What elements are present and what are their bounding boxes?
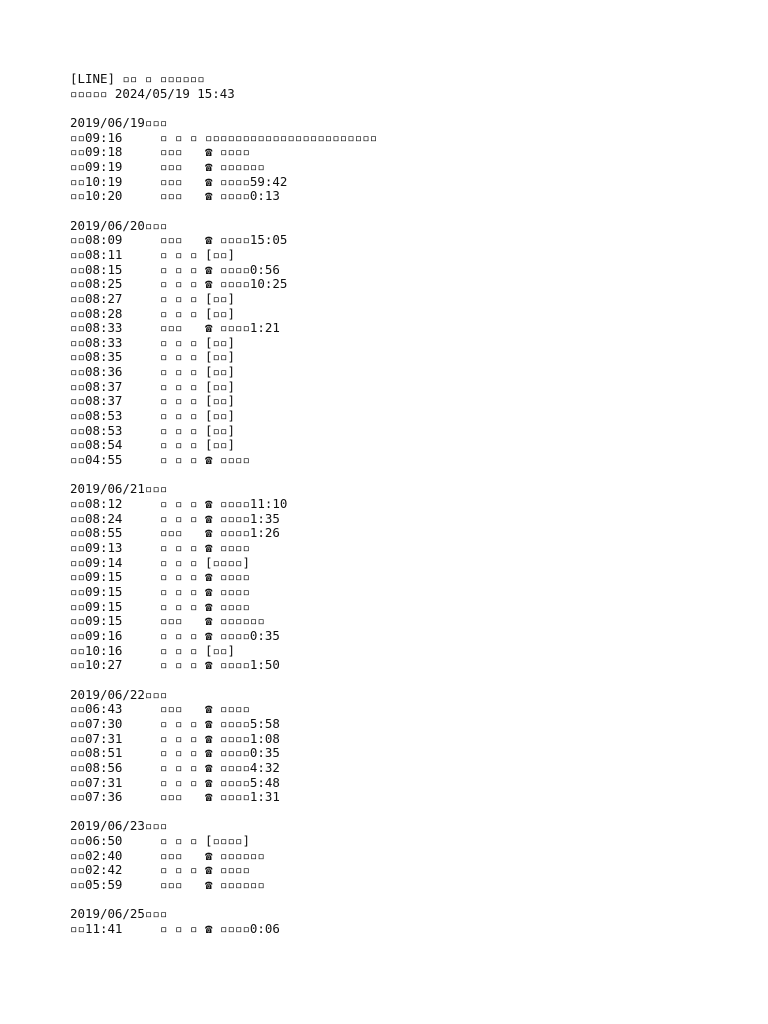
- message-text: ☎ ▫▫▫▫10:25: [205, 276, 288, 292]
- message-row: [70, 790, 750, 805]
- message-sender: ▫ ▫ ▫: [160, 437, 198, 453]
- message-sender: ▫ ▫ ▫: [160, 554, 198, 570]
- message-row: [70, 189, 750, 204]
- message-text: [▫▫]: [205, 642, 235, 658]
- message-sender: ▫ ▫ ▫: [160, 261, 198, 277]
- message-text: ☎ ▫▫▫▫0:35: [205, 745, 280, 761]
- message-row: [70, 878, 750, 893]
- message-sender: ▫ ▫ ▫: [160, 833, 198, 849]
- message-row: [70, 145, 750, 160]
- message-time: ▫▫10:19: [70, 173, 123, 189]
- message-time: ▫▫09:18: [70, 144, 123, 160]
- message-text: ☎ ▫▫▫▫0:06: [205, 921, 280, 937]
- message-row: [70, 629, 750, 644]
- message-text: ☎ ▫▫▫▫5:58: [205, 715, 280, 731]
- message-time: ▫▫07:31: [70, 774, 123, 790]
- message-text: [▫▫]: [205, 422, 235, 438]
- message-text: ☎ ▫▫▫▫0:35: [205, 627, 280, 643]
- message-row: [70, 614, 750, 629]
- message-time: ▫▫08:28: [70, 305, 123, 321]
- blank-line: [70, 101, 750, 116]
- message-sender: ▫ ▫ ▫: [160, 627, 198, 643]
- message-time: ▫▫07:30: [70, 715, 123, 731]
- message-sender: ▫ ▫ ▫: [160, 510, 198, 526]
- message-sender: ▫▫▫: [160, 144, 183, 160]
- message-time: ▫▫09:15: [70, 598, 123, 614]
- message-text: ☎ ▫▫▫▫: [205, 569, 250, 585]
- message-text: ☎ ▫▫▫▫4:32: [205, 759, 280, 775]
- message-sender: ▫▫▫: [160, 320, 183, 336]
- message-text: ☎ ▫▫▫▫1:50: [205, 657, 280, 673]
- message-sender: ▫▫▫: [160, 525, 183, 541]
- message-time: ▫▫11:41: [70, 921, 123, 937]
- message-row: [70, 160, 750, 175]
- day-section: [70, 688, 750, 820]
- message-text: ☎ ▫▫▫▫▫▫: [205, 847, 265, 863]
- message-row: [70, 277, 750, 292]
- message-row: [70, 453, 750, 468]
- message-row: [70, 409, 750, 424]
- message-sender: ▫ ▫ ▫: [160, 745, 198, 761]
- message-text: ☎ ▫▫▫▫▫▫: [205, 613, 265, 629]
- message-time: ▫▫08:33: [70, 334, 123, 350]
- message-time: ▫▫08:24: [70, 510, 123, 526]
- message-row: [70, 321, 750, 336]
- message-time: ▫▫08:11: [70, 246, 123, 262]
- message-row: [70, 834, 750, 849]
- message-row: [70, 175, 750, 190]
- day-section: [70, 819, 750, 907]
- message-sender: ▫ ▫ ▫: [160, 422, 198, 438]
- message-row: [70, 497, 750, 512]
- message-text: ☎ ▫▫▫▫: [205, 862, 250, 878]
- day-section: [70, 907, 750, 936]
- message-text: ☎ ▫▫▫▫0:56: [205, 261, 280, 277]
- message-time: ▫▫10:20: [70, 188, 123, 204]
- blank-line: [70, 204, 750, 219]
- message-sender: ▫ ▫ ▫: [160, 290, 198, 306]
- message-time: ▫▫08:36: [70, 364, 123, 380]
- message-sender: ▫▫▫: [160, 232, 183, 248]
- message-sender: ▫ ▫ ▫: [160, 452, 198, 468]
- day-date-header: 2019/06/20▫▫▫: [70, 217, 168, 233]
- message-time: ▫▫07:31: [70, 730, 123, 746]
- message-time: ▫▫08:56: [70, 759, 123, 775]
- message-sender: ▫ ▫ ▫: [160, 715, 198, 731]
- message-text: ☎ ▫▫▫▫: [205, 583, 250, 599]
- day-section: [70, 116, 750, 219]
- message-text: ☎ ▫▫▫▫1:31: [205, 789, 280, 805]
- message-time: ▫▫08:15: [70, 261, 123, 277]
- message-text: [▫▫▫▫]: [205, 554, 250, 570]
- message-sender: ▫▫▫: [160, 158, 183, 174]
- message-row: [70, 350, 750, 365]
- message-time: ▫▫09:15: [70, 613, 123, 629]
- message-row: [70, 746, 750, 761]
- message-time: ▫▫08:54: [70, 437, 123, 453]
- message-text: [▫▫]: [205, 378, 235, 394]
- message-text: ☎ ▫▫▫▫1:21: [205, 320, 280, 336]
- message-row: [70, 394, 750, 409]
- message-sender: ▫ ▫ ▫: [160, 759, 198, 775]
- message-row: [70, 849, 750, 864]
- message-sender: ▫▫▫: [160, 701, 183, 717]
- message-time: ▫▫08:37: [70, 378, 123, 394]
- message-sender: ▫ ▫ ▫: [160, 774, 198, 790]
- message-time: ▫▫09:15: [70, 569, 123, 585]
- message-row: [70, 541, 750, 556]
- message-row: [70, 336, 750, 351]
- message-row: [70, 292, 750, 307]
- message-sender: ▫▫▫: [160, 173, 183, 189]
- message-text: [▫▫]: [205, 305, 235, 321]
- message-time: ▫▫08:55: [70, 525, 123, 541]
- message-sender: ▫ ▫ ▫: [160, 364, 198, 380]
- message-time: ▫▫08:33: [70, 320, 123, 336]
- message-sender: ▫ ▫ ▫: [160, 393, 198, 409]
- message-sender: ▫ ▫ ▫: [160, 583, 198, 599]
- message-row: [70, 424, 750, 439]
- message-sender: ▫ ▫ ▫: [160, 657, 198, 673]
- day-date-header: 2019/06/23▫▫▫: [70, 818, 168, 834]
- message-text: [▫▫]: [205, 334, 235, 350]
- message-time: ▫▫08:51: [70, 745, 123, 761]
- chat-log-document: [70, 72, 750, 937]
- day-date-header: 2019/06/21▫▫▫: [70, 481, 168, 497]
- message-time: ▫▫09:19: [70, 158, 123, 174]
- message-text: [▫▫]: [205, 290, 235, 306]
- message-time: ▫▫07:36: [70, 789, 123, 805]
- message-row: [70, 585, 750, 600]
- message-sender: ▫▫▫: [160, 789, 183, 805]
- message-sender: ▫ ▫ ▫: [160, 334, 198, 350]
- message-sender: ▫ ▫ ▫: [160, 921, 198, 937]
- message-text: ☎ ▫▫▫▫0:13: [205, 188, 280, 204]
- message-row: [70, 248, 750, 263]
- export-title: [LINE] ▫▫ ▫ ▫▫▫▫▫▫: [70, 71, 205, 86]
- message-row: [70, 702, 750, 717]
- message-row: [70, 732, 750, 747]
- message-sender: ▫ ▫ ▫: [160, 598, 198, 614]
- message-text: ☎ ▫▫▫▫1:08: [205, 730, 280, 746]
- message-time: ▫▫06:50: [70, 833, 123, 849]
- message-sender: ▫ ▫ ▫: [160, 540, 198, 555]
- message-time: ▫▫09:15: [70, 583, 123, 599]
- message-time: ▫▫10:27: [70, 657, 123, 673]
- message-time: ▫▫09:16: [70, 129, 123, 145]
- message-time: ▫▫06:43: [70, 701, 123, 717]
- message-row: [70, 131, 750, 146]
- message-text: ☎ ▫▫▫▫▫▫: [205, 158, 265, 174]
- message-text: [▫▫▫▫]: [205, 833, 250, 849]
- message-text: ☎ ▫▫▫▫11:10: [205, 496, 288, 512]
- blank-line: [70, 805, 750, 820]
- message-sender: ▫▫▫: [160, 188, 183, 204]
- message-time: ▫▫09:13: [70, 540, 123, 555]
- message-sender: ▫▫▫: [160, 613, 183, 629]
- message-row: [70, 658, 750, 673]
- message-row: [70, 307, 750, 322]
- message-text: ☎ ▫▫▫▫59:42: [205, 173, 288, 189]
- message-row: [70, 526, 750, 541]
- message-sender: ▫ ▫ ▫: [160, 730, 198, 746]
- message-sender: ▫ ▫ ▫: [160, 276, 198, 292]
- message-row: [70, 600, 750, 615]
- message-time: ▫▫02:42: [70, 862, 123, 878]
- message-text: ☎ ▫▫▫▫: [205, 540, 250, 555]
- message-time: ▫▫08:37: [70, 393, 123, 409]
- message-time: ▫▫08:53: [70, 422, 123, 438]
- message-time: ▫▫10:16: [70, 642, 123, 658]
- message-text: ☎ ▫▫▫▫1:26: [205, 525, 280, 541]
- message-time: ▫▫08:27: [70, 290, 123, 306]
- message-time: ▫▫08:09: [70, 232, 123, 248]
- message-row: [70, 644, 750, 659]
- message-sender: ▫▫▫: [160, 847, 183, 863]
- message-text: ▫▫▫▫▫▫▫▫▫▫▫▫▫▫▫▫▫▫▫▫▫▫▫: [205, 129, 378, 145]
- day-date-header: 2019/06/19▫▫▫: [70, 114, 168, 130]
- day-date-header: 2019/06/25▫▫▫: [70, 906, 168, 922]
- message-row: [70, 556, 750, 571]
- day-section: [70, 219, 750, 483]
- message-time: ▫▫08:25: [70, 276, 123, 292]
- day-date-header: 2019/06/22▫▫▫: [70, 686, 168, 702]
- message-row: [70, 512, 750, 527]
- message-sender: ▫ ▫ ▫: [160, 862, 198, 878]
- message-text: [▫▫]: [205, 364, 235, 380]
- message-row: [70, 922, 750, 937]
- message-text: [▫▫]: [205, 408, 235, 424]
- message-time: ▫▫09:14: [70, 554, 123, 570]
- message-row: [70, 438, 750, 453]
- message-text: ☎ ▫▫▫▫15:05: [205, 232, 288, 248]
- message-time: ▫▫08:53: [70, 408, 123, 424]
- message-sender: ▫ ▫ ▫: [160, 408, 198, 424]
- message-text: ☎ ▫▫▫▫5:48: [205, 774, 280, 790]
- message-text: ☎ ▫▫▫▫▫▫: [205, 877, 265, 893]
- message-sender: ▫ ▫ ▫: [160, 305, 198, 321]
- blank-line: [70, 468, 750, 483]
- message-time: ▫▫04:55: [70, 452, 123, 468]
- day-list: [70, 116, 750, 937]
- message-time: ▫▫08:12: [70, 496, 123, 512]
- message-sender: ▫ ▫ ▫: [160, 378, 198, 394]
- message-text: ☎ ▫▫▫▫: [205, 598, 250, 614]
- saved-datetime: ▫▫▫▫▫ 2024/05/19 15:43: [70, 85, 235, 101]
- message-row: [70, 380, 750, 395]
- message-sender: ▫ ▫ ▫: [160, 569, 198, 585]
- message-text: ☎ ▫▫▫▫: [205, 701, 250, 717]
- message-sender: ▫ ▫ ▫: [160, 642, 198, 658]
- message-text: [▫▫]: [205, 393, 235, 409]
- message-row: [70, 570, 750, 585]
- message-text: ☎ ▫▫▫▫: [205, 144, 250, 160]
- message-row: [70, 776, 750, 791]
- message-sender: ▫ ▫ ▫: [160, 246, 198, 262]
- message-sender: ▫ ▫ ▫: [160, 129, 198, 145]
- message-row: [70, 365, 750, 380]
- message-row: [70, 233, 750, 248]
- blank-line: [70, 673, 750, 688]
- message-sender: ▫▫▫: [160, 877, 183, 893]
- message-text: ☎ ▫▫▫▫: [205, 452, 250, 468]
- message-time: ▫▫05:59: [70, 877, 123, 893]
- message-time: ▫▫02:40: [70, 847, 123, 863]
- blank-line: [70, 893, 750, 908]
- message-time: ▫▫09:16: [70, 627, 123, 643]
- message-time: ▫▫08:35: [70, 349, 123, 365]
- message-row: [70, 761, 750, 776]
- message-text: [▫▫]: [205, 246, 235, 262]
- message-row: [70, 717, 750, 732]
- message-text: [▫▫]: [205, 437, 235, 453]
- message-text: [▫▫]: [205, 349, 235, 365]
- message-text: ☎ ▫▫▫▫1:35: [205, 510, 280, 526]
- message-sender: ▫ ▫ ▫: [160, 349, 198, 365]
- message-row: [70, 263, 750, 278]
- day-section: [70, 482, 750, 687]
- message-sender: ▫ ▫ ▫: [160, 496, 198, 512]
- message-row: [70, 863, 750, 878]
